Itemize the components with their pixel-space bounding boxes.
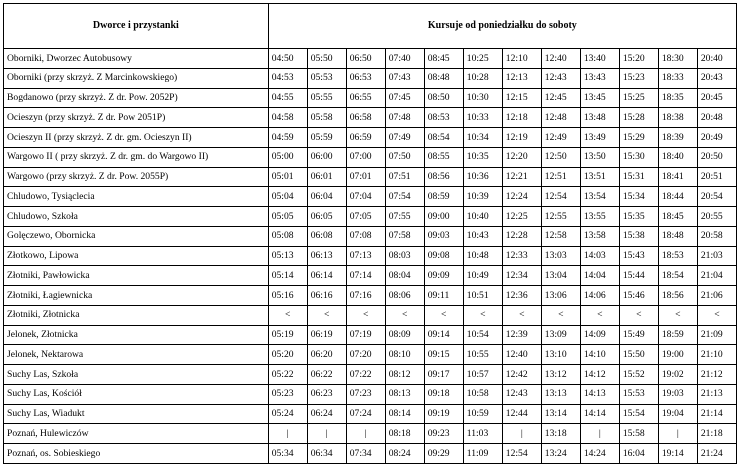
stop-name-cell: Suchy Las, Wiadukt <box>4 404 269 424</box>
departure-time-cell: 15:53 <box>619 384 658 404</box>
departure-time-cell: 10:51 <box>463 286 502 306</box>
departure-time-cell: 14:13 <box>580 384 619 404</box>
skip-marker-cell: < <box>658 305 697 325</box>
departure-time-cell: 07:13 <box>346 246 385 266</box>
stop-name-cell: Złotkowo, Lipowa <box>4 246 269 266</box>
skip-marker-cell: < <box>502 305 541 325</box>
departure-time-cell: 10:40 <box>463 207 502 227</box>
departure-time-cell: 12:44 <box>502 404 541 424</box>
skip-marker-cell: | <box>307 424 346 444</box>
departure-time-cell: 08:59 <box>424 187 463 207</box>
departure-time-cell: 19:00 <box>658 345 697 365</box>
departure-time-cell: 12:15 <box>502 88 541 108</box>
departure-time-cell: 21:09 <box>697 325 736 345</box>
departure-time-cell: 06:34 <box>307 444 346 464</box>
departure-time-cell: 06:05 <box>307 207 346 227</box>
stop-name-cell: Poznań, os. Sobieskiego <box>4 444 269 464</box>
departure-time-cell: 05:08 <box>268 226 307 246</box>
departure-time-cell: 06:19 <box>307 325 346 345</box>
departure-time-cell: 19:03 <box>658 384 697 404</box>
departure-time-cell: 08:18 <box>385 424 424 444</box>
departure-time-cell: 12:13 <box>502 68 541 88</box>
departure-time-cell: 14:04 <box>580 266 619 286</box>
stop-name-cell: Chludowo, Szkoła <box>4 207 269 227</box>
stop-name-cell: Złotniki, Łagiewnicka <box>4 286 269 306</box>
departure-time-cell: 10:48 <box>463 246 502 266</box>
departure-time-cell: 12:39 <box>502 325 541 345</box>
departure-time-cell: 21:24 <box>697 444 736 464</box>
departure-time-cell: 04:50 <box>268 49 307 69</box>
table-row <box>4 305 737 325</box>
departure-time-cell: 10:35 <box>463 147 502 167</box>
departure-time-cell: 14:09 <box>580 325 619 345</box>
departure-time-cell: 12:55 <box>541 207 580 227</box>
departure-time-cell: 08:14 <box>385 404 424 424</box>
departure-time-cell: 07:23 <box>346 384 385 404</box>
departure-time-cell: 05:59 <box>307 128 346 148</box>
departure-time-cell: 06:55 <box>346 88 385 108</box>
departure-time-cell: 05:58 <box>307 108 346 128</box>
departure-time-cell: 06:50 <box>346 49 385 69</box>
departure-time-cell: 07:54 <box>385 187 424 207</box>
table-row <box>4 187 737 207</box>
departure-time-cell: 08:50 <box>424 88 463 108</box>
departure-time-cell: 07:24 <box>346 404 385 424</box>
table-row <box>4 325 737 345</box>
departure-time-cell: 09:29 <box>424 444 463 464</box>
departure-time-cell: 15:44 <box>619 266 658 286</box>
departure-time-cell: 06:04 <box>307 187 346 207</box>
departure-time-cell: 20:51 <box>697 167 736 187</box>
departure-time-cell: 21:13 <box>697 384 736 404</box>
departure-time-cell: 07:04 <box>346 187 385 207</box>
stop-name-cell: Golęczewo, Obornicka <box>4 226 269 246</box>
departure-time-cell: 07:01 <box>346 167 385 187</box>
departure-time-cell: 13:48 <box>580 108 619 128</box>
stops-column-header: Dworce i przystanki <box>4 4 269 49</box>
skip-marker-cell: < <box>424 305 463 325</box>
departure-time-cell: 05:04 <box>268 187 307 207</box>
table-row <box>4 384 737 404</box>
departure-time-cell: 13:04 <box>541 266 580 286</box>
departure-time-cell: 18:39 <box>658 128 697 148</box>
departure-time-cell: 09:14 <box>424 325 463 345</box>
departure-time-cell: 12:21 <box>502 167 541 187</box>
departure-time-cell: 15:54 <box>619 404 658 424</box>
departure-time-cell: 18:45 <box>658 207 697 227</box>
departure-time-cell: 10:43 <box>463 226 502 246</box>
departure-time-cell: 08:10 <box>385 345 424 365</box>
departure-time-cell: 20:49 <box>697 128 736 148</box>
skip-marker-cell: | <box>658 424 697 444</box>
table-row <box>4 345 737 365</box>
departure-time-cell: 12:43 <box>502 384 541 404</box>
departure-time-cell: 21:12 <box>697 365 736 385</box>
departure-time-cell: 09:09 <box>424 266 463 286</box>
departure-time-cell: 08:45 <box>424 49 463 69</box>
departure-time-cell: 15:46 <box>619 286 658 306</box>
skip-marker-cell: < <box>307 305 346 325</box>
table-row <box>4 404 737 424</box>
departure-time-cell: 13:18 <box>541 424 580 444</box>
departure-time-cell: 12:48 <box>541 108 580 128</box>
departure-time-cell: 11:09 <box>463 444 502 464</box>
departure-time-cell: 13:24 <box>541 444 580 464</box>
table-row <box>4 207 737 227</box>
departure-time-cell: 15:43 <box>619 246 658 266</box>
departure-time-cell: 05:50 <box>307 49 346 69</box>
departure-time-cell: 21:06 <box>697 286 736 306</box>
departure-time-cell: 21:03 <box>697 246 736 266</box>
departure-time-cell: 07:05 <box>346 207 385 227</box>
departure-time-cell: 05:00 <box>268 147 307 167</box>
departure-time-cell: 18:59 <box>658 325 697 345</box>
departure-time-cell: 07:50 <box>385 147 424 167</box>
departure-time-cell: 20:54 <box>697 187 736 207</box>
timetable-header <box>4 4 737 49</box>
departure-time-cell: 12:19 <box>502 128 541 148</box>
departure-time-cell: 13:58 <box>580 226 619 246</box>
departure-time-cell: 18:54 <box>658 266 697 286</box>
departure-time-cell: 07:20 <box>346 345 385 365</box>
departure-time-cell: 12:20 <box>502 147 541 167</box>
stop-name-cell: Oborniki, Dworzec Autobusowy <box>4 49 269 69</box>
departure-time-cell: 13:14 <box>541 404 580 424</box>
departure-time-cell: 18:53 <box>658 246 697 266</box>
departure-time-cell: 07:40 <box>385 49 424 69</box>
departure-time-cell: 10:30 <box>463 88 502 108</box>
stop-name-cell: Chludowo, Tysiąclecia <box>4 187 269 207</box>
departure-time-cell: 15:35 <box>619 207 658 227</box>
departure-time-cell: 07:43 <box>385 68 424 88</box>
departure-time-cell: 12:51 <box>541 167 580 187</box>
departure-time-cell: 10:59 <box>463 404 502 424</box>
departure-time-cell: 13:55 <box>580 207 619 227</box>
departure-time-cell: 10:34 <box>463 128 502 148</box>
departure-time-cell: 10:33 <box>463 108 502 128</box>
skip-marker-cell: | <box>268 424 307 444</box>
table-row <box>4 49 737 69</box>
departure-time-cell: 20:48 <box>697 108 736 128</box>
timetable-body <box>4 49 737 464</box>
departure-time-cell: 05:22 <box>268 365 307 385</box>
departure-time-cell: 07:00 <box>346 147 385 167</box>
skip-marker-cell: | <box>502 424 541 444</box>
departure-time-cell: 08:48 <box>424 68 463 88</box>
departure-time-cell: 12:42 <box>502 365 541 385</box>
departure-time-cell: 08:24 <box>385 444 424 464</box>
departure-time-cell: 18:44 <box>658 187 697 207</box>
departure-time-cell: 13:40 <box>580 49 619 69</box>
departure-time-cell: 20:43 <box>697 68 736 88</box>
stop-name-cell: Ocieszyn II (przy skrzyż. Z dr. gm. Ocieszyn II) <box>4 128 269 148</box>
departure-time-cell: 07:14 <box>346 266 385 286</box>
departure-time-cell: 12:50 <box>541 147 580 167</box>
departure-time-cell: 14:06 <box>580 286 619 306</box>
departure-time-cell: 10:39 <box>463 187 502 207</box>
departure-time-cell: 12:34 <box>502 266 541 286</box>
departure-time-cell: 04:59 <box>268 128 307 148</box>
departure-time-cell: 18:40 <box>658 147 697 167</box>
departure-time-cell: 21:14 <box>697 404 736 424</box>
departure-time-cell: 06:23 <box>307 384 346 404</box>
departure-time-cell: 12:45 <box>541 88 580 108</box>
timetable <box>3 3 737 464</box>
departure-time-cell: 05:53 <box>307 68 346 88</box>
departure-time-cell: 05:55 <box>307 88 346 108</box>
departure-time-cell: 05:24 <box>268 404 307 424</box>
departure-time-cell: 07:34 <box>346 444 385 464</box>
departure-time-cell: 15:20 <box>619 49 658 69</box>
departure-time-cell: 04:53 <box>268 68 307 88</box>
departure-time-cell: 08:12 <box>385 365 424 385</box>
departure-time-cell: 20:58 <box>697 226 736 246</box>
departure-time-cell: 10:55 <box>463 345 502 365</box>
departure-time-cell: 08:04 <box>385 266 424 286</box>
departure-time-cell: 20:50 <box>697 147 736 167</box>
departure-time-cell: 14:14 <box>580 404 619 424</box>
departure-time-cell: 11:03 <box>463 424 502 444</box>
skip-marker-cell: | <box>346 424 385 444</box>
departure-time-cell: 10:54 <box>463 325 502 345</box>
departure-time-cell: 06:20 <box>307 345 346 365</box>
departure-time-cell: 15:25 <box>619 88 658 108</box>
departure-time-cell: 12:54 <box>541 187 580 207</box>
departure-time-cell: 12:40 <box>502 345 541 365</box>
departure-time-cell: 15:31 <box>619 167 658 187</box>
departure-time-cell: 12:18 <box>502 108 541 128</box>
departure-time-cell: 10:49 <box>463 266 502 286</box>
departure-time-cell: 12:40 <box>541 49 580 69</box>
departure-time-cell: 18:38 <box>658 108 697 128</box>
skip-marker-cell: < <box>619 305 658 325</box>
departure-time-cell: 08:53 <box>424 108 463 128</box>
departure-time-cell: 09:18 <box>424 384 463 404</box>
departure-time-cell: 21:04 <box>697 266 736 286</box>
stop-name-cell: Wargowo II ( przy skrzyż. Z dr. gm. do Wargowo II) <box>4 147 269 167</box>
departure-time-cell: 10:36 <box>463 167 502 187</box>
departure-time-cell: 07:51 <box>385 167 424 187</box>
skip-marker-cell: < <box>268 305 307 325</box>
departure-time-cell: 14:12 <box>580 365 619 385</box>
departure-time-cell: 06:59 <box>346 128 385 148</box>
departure-time-cell: 13:10 <box>541 345 580 365</box>
departure-time-cell: 05:01 <box>268 167 307 187</box>
departure-time-cell: 21:10 <box>697 345 736 365</box>
departure-time-cell: 15:30 <box>619 147 658 167</box>
departure-time-cell: 13:45 <box>580 88 619 108</box>
departure-time-cell: 13:12 <box>541 365 580 385</box>
runs-column-header: Kursuje od poniedziałku do soboty <box>268 4 736 49</box>
table-row <box>4 167 737 187</box>
table-row <box>4 444 737 464</box>
departure-time-cell: 08:03 <box>385 246 424 266</box>
skip-marker-cell: < <box>346 305 385 325</box>
departure-time-cell: 13:51 <box>580 167 619 187</box>
departure-time-cell: 13:13 <box>541 384 580 404</box>
departure-time-cell: 06:08 <box>307 226 346 246</box>
table-row <box>4 365 737 385</box>
departure-time-cell: 15:52 <box>619 365 658 385</box>
departure-time-cell: 12:33 <box>502 246 541 266</box>
departure-time-cell: 07:16 <box>346 286 385 306</box>
departure-time-cell: 09:23 <box>424 424 463 444</box>
departure-time-cell: 19:14 <box>658 444 697 464</box>
stop-name-cell: Jelonek, Nektarowa <box>4 345 269 365</box>
departure-time-cell: 12:58 <box>541 226 580 246</box>
stop-name-cell: Złotniki, Pawłowicka <box>4 266 269 286</box>
departure-time-cell: 07:45 <box>385 88 424 108</box>
departure-time-cell: 20:45 <box>697 88 736 108</box>
stop-name-cell: Poznań, Hulewiczów <box>4 424 269 444</box>
departure-time-cell: 10:28 <box>463 68 502 88</box>
departure-time-cell: 09:11 <box>424 286 463 306</box>
departure-time-cell: 08:09 <box>385 325 424 345</box>
stop-name-cell: Złotniki, Złotnicka <box>4 305 269 325</box>
departure-time-cell: 13:50 <box>580 147 619 167</box>
departure-time-cell: 05:13 <box>268 246 307 266</box>
departure-time-cell: 13:03 <box>541 246 580 266</box>
stop-name-cell: Jelonek, Złotnicka <box>4 325 269 345</box>
table-row <box>4 108 737 128</box>
departure-time-cell: 19:02 <box>658 365 697 385</box>
table-row <box>4 147 737 167</box>
departure-time-cell: 15:23 <box>619 68 658 88</box>
departure-time-cell: 10:25 <box>463 49 502 69</box>
departure-time-cell: 06:00 <box>307 147 346 167</box>
departure-time-cell: 12:54 <box>502 444 541 464</box>
departure-time-cell: 10:58 <box>463 384 502 404</box>
departure-time-cell: 15:50 <box>619 345 658 365</box>
departure-time-cell: 14:24 <box>580 444 619 464</box>
departure-time-cell: 09:00 <box>424 207 463 227</box>
departure-time-cell: 05:05 <box>268 207 307 227</box>
table-row <box>4 226 737 246</box>
stop-name-cell: Suchy Las, Kościół <box>4 384 269 404</box>
departure-time-cell: 07:48 <box>385 108 424 128</box>
departure-time-cell: 18:56 <box>658 286 697 306</box>
departure-time-cell: 15:38 <box>619 226 658 246</box>
stop-name-cell: Suchy Las, Szkoła <box>4 365 269 385</box>
departure-time-cell: 04:58 <box>268 108 307 128</box>
departure-time-cell: 08:06 <box>385 286 424 306</box>
departure-time-cell: 06:22 <box>307 365 346 385</box>
skip-marker-cell: < <box>541 305 580 325</box>
stop-name-cell: Ocieszyn (przy skrzyż. Z dr. Pow 2051P) <box>4 108 269 128</box>
departure-time-cell: 14:10 <box>580 345 619 365</box>
departure-time-cell: 06:14 <box>307 266 346 286</box>
departure-time-cell: 09:17 <box>424 365 463 385</box>
departure-time-cell: 16:04 <box>619 444 658 464</box>
skip-marker-cell: < <box>385 305 424 325</box>
stop-name-cell: Oborniki (przy skrzyż. Z Marcinkowskiego) <box>4 68 269 88</box>
departure-time-cell: 12:24 <box>502 187 541 207</box>
skip-marker-cell: < <box>463 305 502 325</box>
departure-time-cell: 18:33 <box>658 68 697 88</box>
departure-time-cell: 05:20 <box>268 345 307 365</box>
departure-time-cell: 08:54 <box>424 128 463 148</box>
stop-name-cell: Wargowo (przy skrzyż. Z dr. Pow. 2055P) <box>4 167 269 187</box>
departure-time-cell: 15:29 <box>619 128 658 148</box>
departure-time-cell: 06:01 <box>307 167 346 187</box>
departure-time-cell: 08:13 <box>385 384 424 404</box>
table-row <box>4 424 737 444</box>
departure-time-cell: 15:58 <box>619 424 658 444</box>
departure-time-cell: 06:13 <box>307 246 346 266</box>
departure-time-cell: 07:19 <box>346 325 385 345</box>
departure-time-cell: 09:19 <box>424 404 463 424</box>
departure-time-cell: 15:28 <box>619 108 658 128</box>
table-row <box>4 246 737 266</box>
departure-time-cell: 18:48 <box>658 226 697 246</box>
departure-time-cell: 21:18 <box>697 424 736 444</box>
departure-time-cell: 12:36 <box>502 286 541 306</box>
skip-marker-cell: | <box>580 424 619 444</box>
departure-time-cell: 05:34 <box>268 444 307 464</box>
table-row <box>4 286 737 306</box>
departure-time-cell: 15:34 <box>619 187 658 207</box>
departure-time-cell: 13:43 <box>580 68 619 88</box>
departure-time-cell: 05:19 <box>268 325 307 345</box>
departure-time-cell: 12:10 <box>502 49 541 69</box>
departure-time-cell: 05:14 <box>268 266 307 286</box>
departure-time-cell: 07:55 <box>385 207 424 227</box>
departure-time-cell: 15:49 <box>619 325 658 345</box>
departure-time-cell: 12:25 <box>502 207 541 227</box>
departure-time-cell: 07:58 <box>385 226 424 246</box>
departure-time-cell: 13:49 <box>580 128 619 148</box>
departure-time-cell: 14:03 <box>580 246 619 266</box>
departure-time-cell: 20:40 <box>697 49 736 69</box>
departure-time-cell: 09:08 <box>424 246 463 266</box>
departure-time-cell: 18:41 <box>658 167 697 187</box>
departure-time-cell: 07:08 <box>346 226 385 246</box>
departure-time-cell: 13:06 <box>541 286 580 306</box>
departure-time-cell: 19:04 <box>658 404 697 424</box>
table-row <box>4 128 737 148</box>
departure-time-cell: 04:55 <box>268 88 307 108</box>
departure-time-cell: 07:22 <box>346 365 385 385</box>
departure-time-cell: 12:43 <box>541 68 580 88</box>
departure-time-cell: 07:49 <box>385 128 424 148</box>
departure-time-cell: 12:28 <box>502 226 541 246</box>
table-row <box>4 68 737 88</box>
departure-time-cell: 12:49 <box>541 128 580 148</box>
departure-time-cell: 20:55 <box>697 207 736 227</box>
departure-time-cell: 08:56 <box>424 167 463 187</box>
departure-time-cell: 06:58 <box>346 108 385 128</box>
departure-time-cell: 06:24 <box>307 404 346 424</box>
departure-time-cell: 18:35 <box>658 88 697 108</box>
departure-time-cell: 09:03 <box>424 226 463 246</box>
departure-time-cell: 13:54 <box>580 187 619 207</box>
stop-name-cell: Bogdanowo (przy skrzyż. Z dr. Pow. 2052P) <box>4 88 269 108</box>
departure-time-cell: 06:16 <box>307 286 346 306</box>
departure-time-cell: 05:16 <box>268 286 307 306</box>
departure-time-cell: 06:53 <box>346 68 385 88</box>
departure-time-cell: 10:57 <box>463 365 502 385</box>
departure-time-cell: 18:30 <box>658 49 697 69</box>
departure-time-cell: 08:55 <box>424 147 463 167</box>
table-row <box>4 266 737 286</box>
departure-time-cell: 05:23 <box>268 384 307 404</box>
departure-time-cell: 09:15 <box>424 345 463 365</box>
skip-marker-cell: < <box>580 305 619 325</box>
departure-time-cell: 13:09 <box>541 325 580 345</box>
skip-marker-cell: < <box>697 305 736 325</box>
table-row <box>4 88 737 108</box>
